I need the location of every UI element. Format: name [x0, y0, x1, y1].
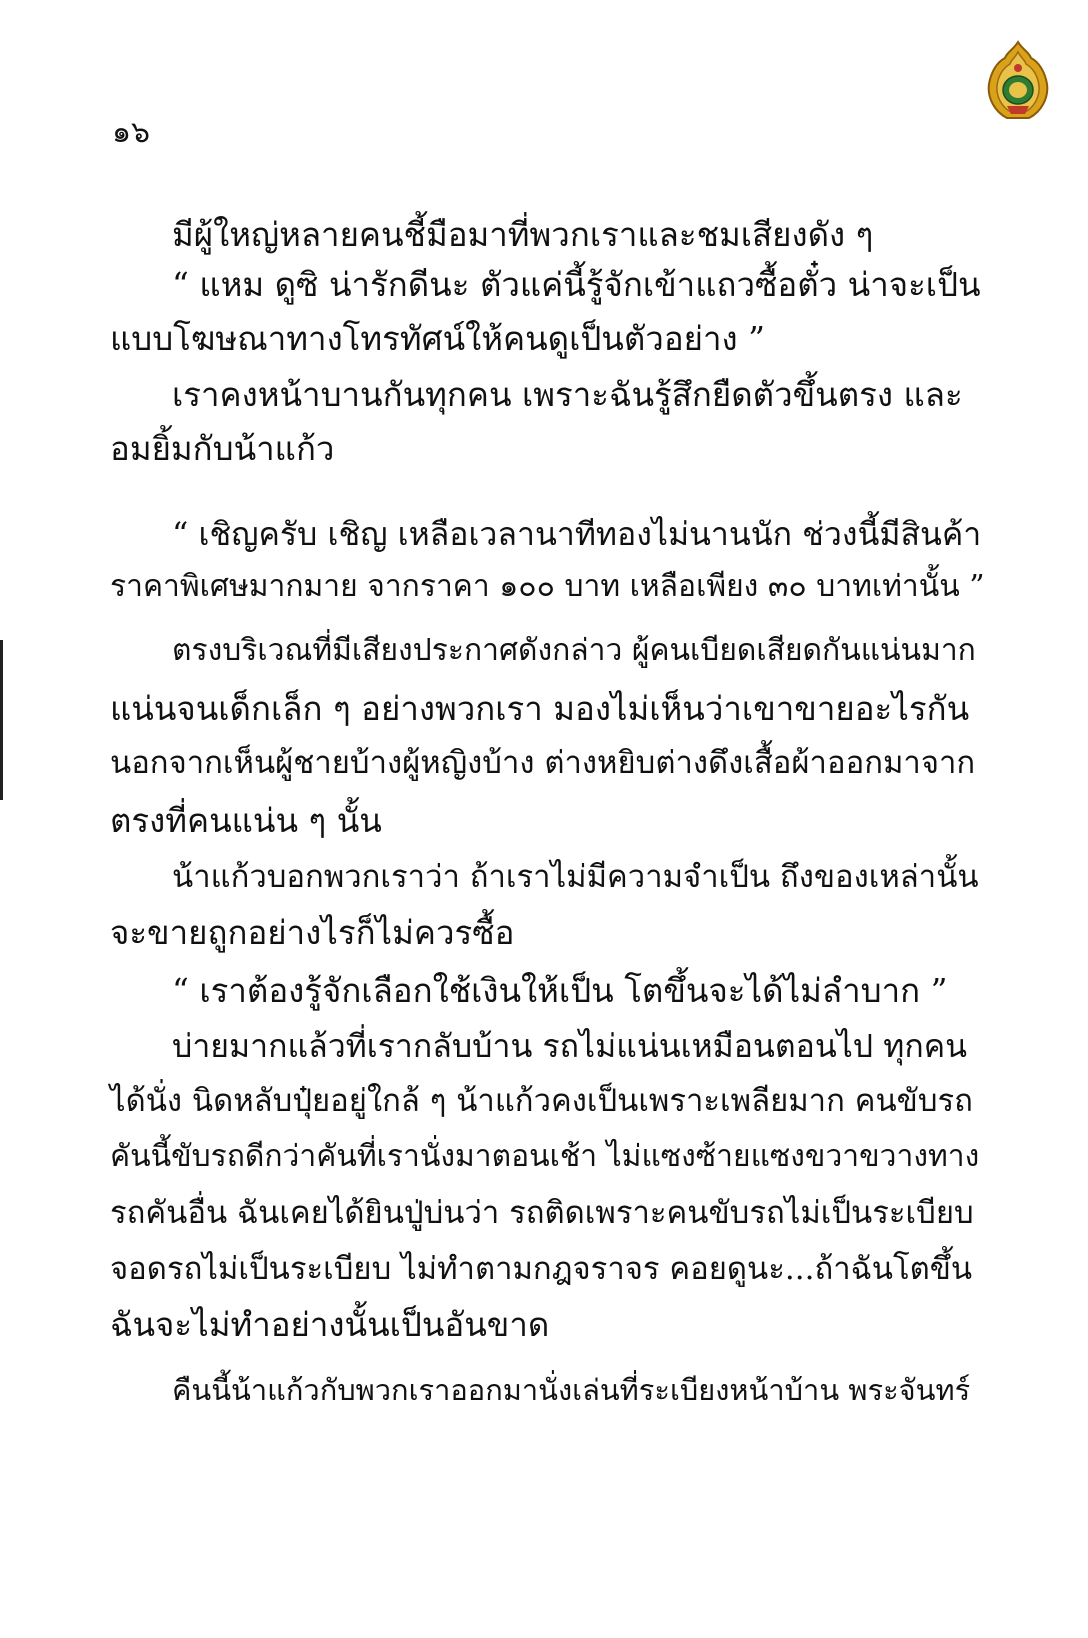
text-line: “ เราต้องรู้จักเลือกใช้เงินให้เป็น โตขึ้นจะได้ไม่ลำบาก ” [172, 971, 948, 1010]
text-line: นอกจากเห็นผู้ชายบ้างผู้หญิงบ้าง ต่างหยิบต่างดึงเสื้อผ้าออกมาจาก [110, 745, 976, 781]
text-line: ตรงบริเวณที่มีเสียงประกาศดังกล่าว ผู้คนเบียดเสียดกันแน่นมาก [172, 633, 976, 668]
text-line: อมยิ้มกับน้าแก้ว [110, 429, 335, 468]
text-line: ตรงที่คนแน่น ๆ นั้น [110, 801, 382, 840]
page-number: ๑๖ [112, 115, 151, 150]
text-line: บ่ายมากแล้วที่เรากลับบ้าน รถไม่แน่นเหมือนตอนไป ทุกคน [172, 1027, 968, 1065]
text-line: แน่นจนเด็กเล็ก ๆ อย่างพวกเรา มองไม่เห็นว่าเขาขายอะไรกัน [110, 689, 970, 728]
text-line: จะขายถูกอย่างไรก็ไม่ควรซื้อ [110, 913, 515, 952]
text-line: น้าแก้วบอกพวกเราว่า ถ้าเราไม่มีความจำเป็น ถึงของเหล่านั้น [172, 859, 979, 895]
text-line: เราคงหน้าบานกันทุกคน เพราะฉันรู้สึกยืดตัวขึ้นตรง และ [172, 375, 963, 414]
text-line: “ เชิญครับ เชิญ เหลือเวลานาทีทองไม่นานนัก ช่วงนี้มีสินค้า [172, 515, 982, 553]
scan-margin-mark [0, 640, 3, 800]
text-line: “ แหม ดูซิ น่ารักดีนะ ตัวแค่นี้รู้จักเข้าแถวซื้อตั๋ว น่าจะเป็น [172, 265, 981, 304]
school-crest-emblem-icon [985, 40, 1051, 120]
text-line: คืนนี้น้าแก้วกับพวกเราออกมานั่งเล่นที่ระเบียงหน้าบ้าน พระจันทร์ [172, 1373, 971, 1407]
text-line: จอดรถไม่เป็นระเบียบ ไม่ทำตามกฎจราจร คอยดูนะ...ถ้าฉันโตขึ้น [110, 1251, 973, 1287]
text-line: ได้นั่ง นิดหลับปุ๋ยอยู่ใกล้ ๆ น้าแก้วคงเป็นเพราะเพลียมาก คนขับรถ [110, 1083, 973, 1119]
text-line: มีผู้ใหญ่หลายคนชี้มือมาที่พวกเราและชมเสียงดัง ๆ [172, 215, 874, 254]
text-line: รถคันอื่น ฉันเคยได้ยินปู่บ่นว่า รถติดเพราะคนขับรถไม่เป็นระเบียบ [110, 1195, 974, 1231]
text-line: ฉันจะไม่ทำอย่างนั้นเป็นอันขาด [110, 1305, 550, 1344]
text-line: คันนี้ขับรถดีกว่าคันที่เรานั่งมาตอนเช้า ไม่แซงซ้ายแซงขวาขวางทาง [110, 1139, 980, 1174]
text-line: ราคาพิเศษมากมาย จากราคา ๑๐๐ บาท เหลือเพียง ๓๐ บาทเท่านั้น ” [110, 569, 985, 604]
text-line: แบบโฆษณาทางโทรทัศน์ให้คนดูเป็นตัวอย่าง ” [110, 319, 765, 358]
